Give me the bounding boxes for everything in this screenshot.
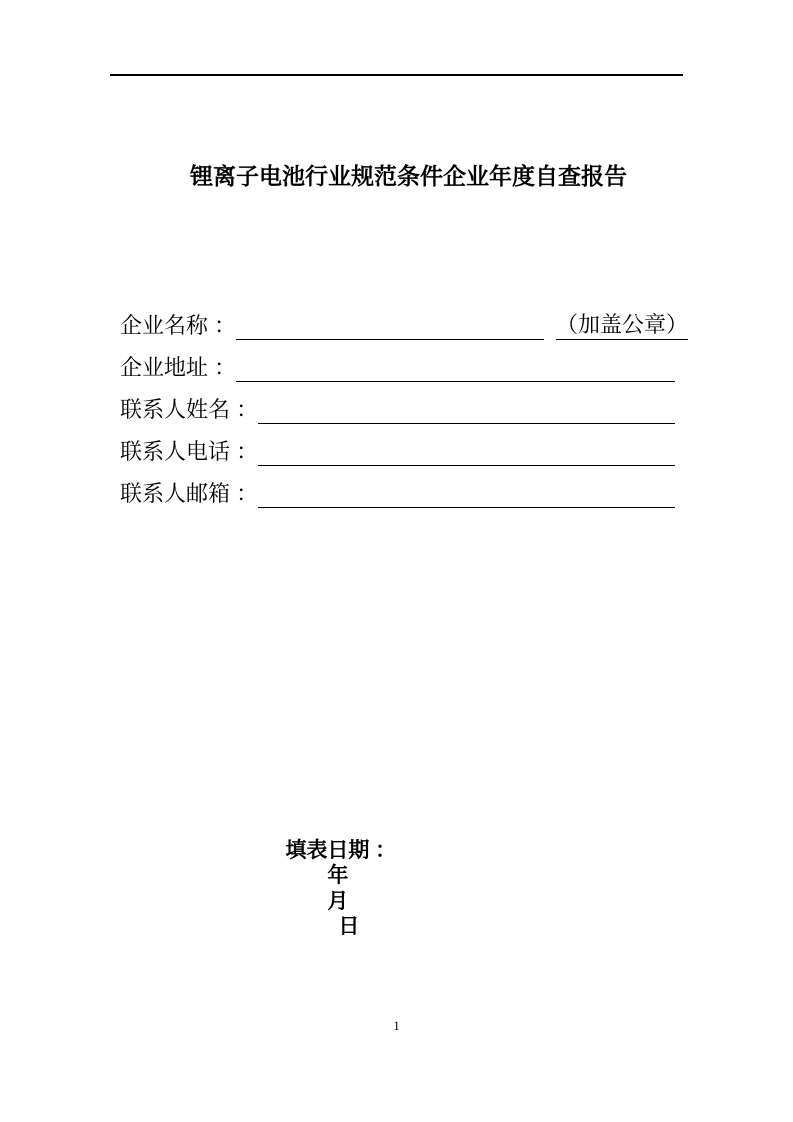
field-label-contact-name: 联系人姓名 ： <box>120 397 259 422</box>
page-number: 1 <box>393 1018 400 1033</box>
form-row-contact-email <box>120 466 675 508</box>
form-row-contact-name <box>120 382 675 424</box>
stamp-note: （加盖公章） <box>556 314 688 340</box>
company-name-blank-line[interactable] <box>236 313 544 340</box>
date-label: 填表日期 ： <box>285 839 397 863</box>
field-label-contact-email: 联系人邮箱 ： <box>120 481 259 506</box>
form-row-contact-phone <box>120 424 675 466</box>
field-label-contact-phone: 联系人电话 ： <box>120 439 259 464</box>
date-line <box>262 813 396 964</box>
company-address-blank-line[interactable] <box>236 355 675 382</box>
contact-name-blank-line[interactable] <box>258 397 675 424</box>
form-row-company-name <box>120 298 688 340</box>
form-block <box>120 298 688 508</box>
field-label-company-name: 企业名称 ： <box>120 313 237 338</box>
header-rule <box>110 74 683 76</box>
doc-title: 锂离子电池行业规范条件企业年度自查报告 <box>190 163 627 189</box>
contact-email-blank-line[interactable] <box>258 481 675 508</box>
date-day-label: 日 <box>338 914 360 938</box>
date-month-label: 月 <box>327 889 349 913</box>
field-label-company-address: 企业地址 ： <box>120 355 237 380</box>
contact-phone-blank-line[interactable] <box>258 439 675 466</box>
date-year-label: 年 <box>327 864 349 888</box>
form-row-company-address <box>120 340 675 382</box>
